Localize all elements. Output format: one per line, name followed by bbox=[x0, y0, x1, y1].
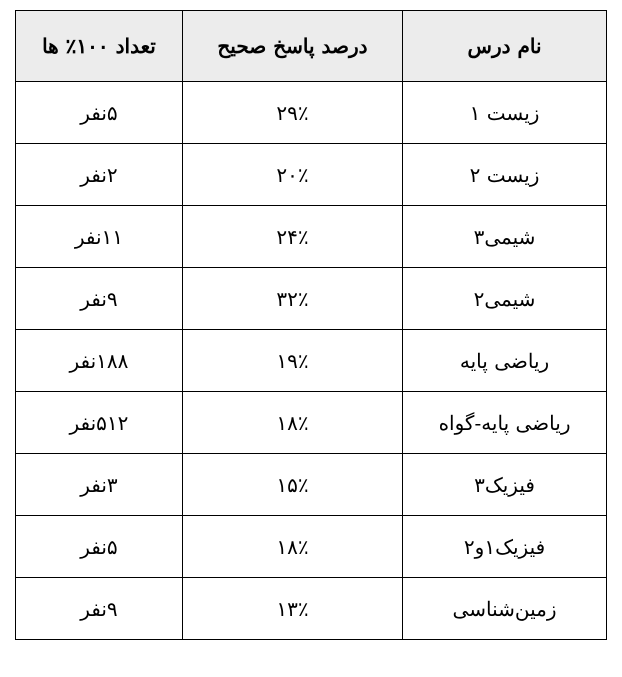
table-row bbox=[16, 330, 607, 392]
table-row bbox=[16, 144, 607, 206]
cell-percent: ۲۴٪ bbox=[182, 206, 402, 268]
header-subject: نام درس bbox=[403, 11, 607, 82]
table-row bbox=[16, 392, 607, 454]
cell-percent: ۳۲٪ bbox=[182, 268, 402, 330]
cell-percent: ۱۵٪ bbox=[182, 454, 402, 516]
cell-subject: زیست ۱ bbox=[403, 82, 607, 144]
cell-count: ۳نفر bbox=[16, 454, 183, 516]
cell-subject: زمین‌شناسی bbox=[403, 578, 607, 640]
cell-percent: ۱۸٪ bbox=[182, 516, 402, 578]
table-row bbox=[16, 268, 607, 330]
cell-subject: زیست ۲ bbox=[403, 144, 607, 206]
cell-count: ۵نفر bbox=[16, 82, 183, 144]
cell-percent: ۱۹٪ bbox=[182, 330, 402, 392]
cell-count: ۹نفر bbox=[16, 268, 183, 330]
header-count: تعداد ۱۰۰٪ ها bbox=[16, 11, 183, 82]
results-table bbox=[15, 10, 607, 640]
cell-count: ۵نفر bbox=[16, 516, 183, 578]
cell-subject: فیزیک۳ bbox=[403, 454, 607, 516]
table-row bbox=[16, 516, 607, 578]
cell-subject: ریاضی پایه-گواه bbox=[403, 392, 607, 454]
cell-count: ۱۸۸نفر bbox=[16, 330, 183, 392]
cell-count: ۵۱۲نفر bbox=[16, 392, 183, 454]
cell-count: ۹نفر bbox=[16, 578, 183, 640]
table-row bbox=[16, 206, 607, 268]
table-row bbox=[16, 454, 607, 516]
cell-subject: ریاضی پایه bbox=[403, 330, 607, 392]
cell-percent: ۲۰٪ bbox=[182, 144, 402, 206]
cell-percent: ۱۸٪ bbox=[182, 392, 402, 454]
table-row bbox=[16, 578, 607, 640]
header-row bbox=[16, 11, 607, 82]
header-percent: درصد پاسخ صحیح bbox=[182, 11, 402, 82]
cell-subject: شیمی۳ bbox=[403, 206, 607, 268]
table-row bbox=[16, 82, 607, 144]
cell-count: ۱۱نفر bbox=[16, 206, 183, 268]
cell-percent: ۱۳٪ bbox=[182, 578, 402, 640]
cell-subject: فیزیک۱و۲ bbox=[403, 516, 607, 578]
cell-percent: ۲۹٪ bbox=[182, 82, 402, 144]
cell-count: ۲نفر bbox=[16, 144, 183, 206]
cell-subject: شیمی۲ bbox=[403, 268, 607, 330]
